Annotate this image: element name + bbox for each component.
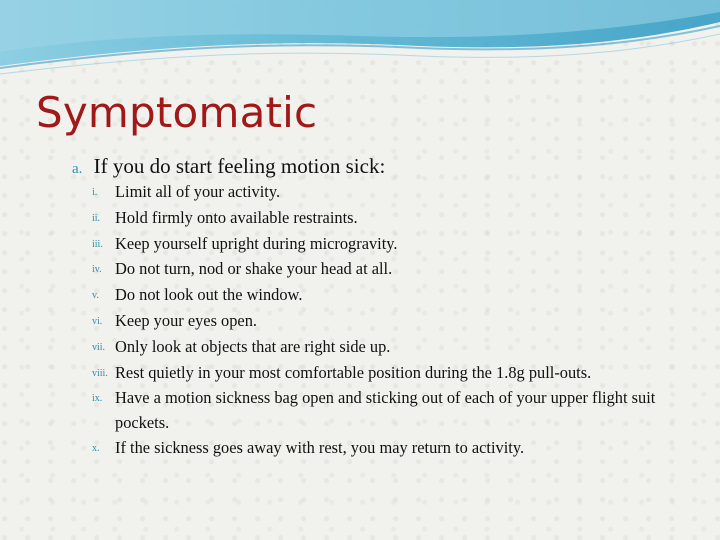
item-text: Limit all of your activity. xyxy=(115,182,281,201)
slide-title: Symptomatic xyxy=(36,88,318,137)
item-text: Do not look out the window. xyxy=(115,285,303,305)
list-item xyxy=(92,180,672,206)
item-number: ix. xyxy=(92,393,103,405)
item-number: x. xyxy=(92,442,100,454)
item-number: i. xyxy=(92,187,98,198)
item-text: Rest quietly in your most comfortable position during the 1.8g pull-outs. xyxy=(115,362,592,382)
item-text: Keep yourself upright during microgravity. xyxy=(115,233,398,253)
list-item xyxy=(92,335,672,361)
item-number: vii. xyxy=(92,341,106,353)
list-item xyxy=(92,232,672,258)
item-number: viii. xyxy=(92,367,108,379)
item-number: ii. xyxy=(92,212,101,224)
list-item xyxy=(92,436,672,462)
item-number: iii. xyxy=(92,238,103,250)
list-item xyxy=(92,257,672,283)
list-item xyxy=(92,386,672,436)
list-item xyxy=(92,309,672,335)
heading-marker: a. xyxy=(72,161,83,177)
item-text: Do not turn, nod or shake your head at all. xyxy=(115,259,393,279)
item-number: iv. xyxy=(92,264,102,276)
item-number: vi. xyxy=(92,315,103,327)
instruction-list xyxy=(92,180,672,462)
item-text: Have a motion sickness bag open and sticking out of each of your upper flight suit pockets. xyxy=(115,388,656,433)
item-number: v. xyxy=(92,290,99,302)
heading-text: If you do start feeling motion sick: xyxy=(93,154,386,178)
item-text: Keep your eyes open. xyxy=(115,310,258,330)
item-text: Hold firmly onto available restraints. xyxy=(115,207,358,227)
list-item xyxy=(92,206,672,232)
list-item xyxy=(92,283,672,309)
decorative-wave-header xyxy=(0,0,720,80)
list-item xyxy=(92,361,672,387)
section-heading xyxy=(72,154,385,179)
item-text: If the sickness goes away with rest, you may return to activity. xyxy=(115,437,525,457)
item-text: Only look at objects that are right side up. xyxy=(115,336,391,356)
